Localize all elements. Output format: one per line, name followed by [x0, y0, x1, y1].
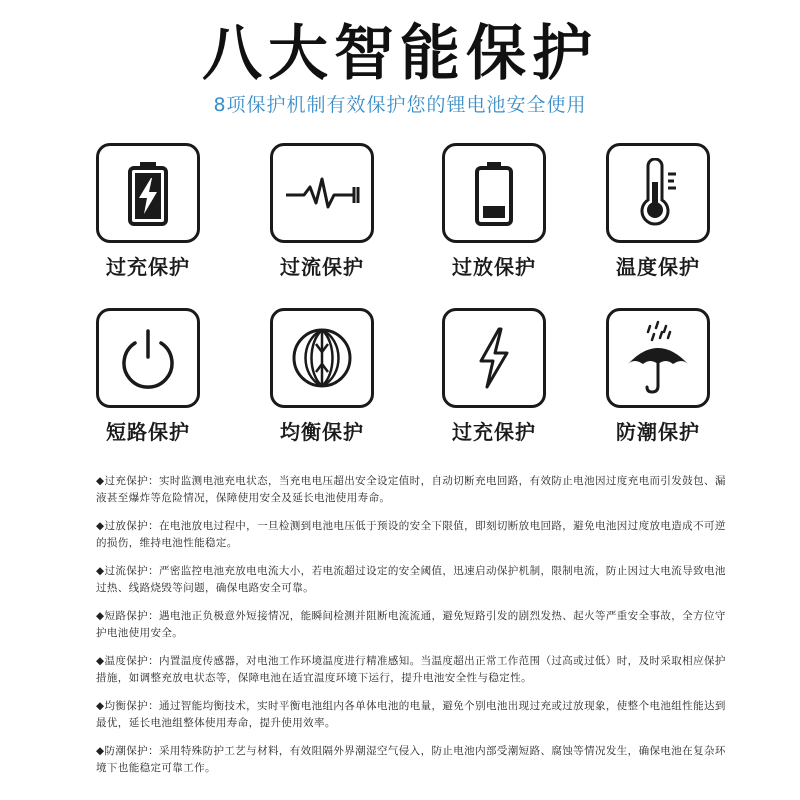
protection-label: 过充保护 [106, 255, 190, 279]
protection-card-temperature [606, 143, 710, 279]
protection-card-balance [270, 308, 374, 444]
protection-card-overcharge [96, 143, 200, 279]
description-item: ◆防潮保护：采用特殊防护工艺与材料，有效阻隔外界潮湿空气侵入，防止电池内部受潮短路、腐蚀等情况发生，确保电池在复杂环境下也能稳定可靠工作。 [96, 745, 726, 774]
protection-label: 温度保护 [616, 255, 700, 279]
charging-battery-icon [96, 143, 200, 243]
balance-sphere-icon [270, 308, 374, 408]
protection-label: 均衡保护 [280, 420, 364, 444]
description-item: ◆过充保护：实时监测电池充电状态，当充电电压超出安全设定值时，自动切断充电回路，有效防止电池因过度充电而引发鼓包、漏液甚至爆炸等危险情况，保障使用安全及延长电池使用寿命。 [96, 475, 726, 504]
umbrella-rain-icon [606, 308, 710, 408]
protection-label: 过流保护 [280, 255, 364, 279]
protection-card-overdischarge [442, 143, 546, 279]
protection-card-overcurrent [270, 143, 374, 279]
pulse-wave-icon [270, 143, 374, 243]
thermometer-icon [606, 143, 710, 243]
protection-label: 过充保护 [452, 420, 536, 444]
protection-card-moisture [606, 308, 710, 444]
protection-card-short-circuit [96, 308, 200, 444]
description-item: ◆短路保护：遇电池正负极意外短接情况，能瞬间检测并阻断电流流通，避免短路引发的剧烈发热、起火等严重安全事故，全方位守护电池使用安全。 [96, 610, 726, 639]
description-item: ◆均衡保护：通过智能均衡技术，实时平衡电池组内各单体电池的电量，避免个别电池出现过充或过放现象，使整个电池组性能达到最优，延长电池组整体使用寿命，提升使用效率。 [96, 700, 726, 729]
description-item: ◆过流保护：严密监控电池充放电电流大小，若电流超过设定的安全阈值，迅速启动保护机制，限制电流，防止因过大电流导致电池过热、线路烧毁等问题，确保电路安全可靠。 [96, 565, 726, 594]
protection-card-overcharge-2 [442, 308, 546, 444]
page-subtitle: 8项保护机制有效保护您的锂电池安全使用 [213, 94, 587, 116]
protection-label: 过放保护 [452, 255, 536, 279]
protection-label: 短路保护 [106, 420, 190, 444]
description-item: ◆过放保护：在电池放电过程中，一旦检测到电池电压低于预设的安全下限值，即刻切断放电回路，避免电池因过度放电造成不可逆的损伤，维持电池性能稳定。 [96, 520, 726, 549]
description-item: ◆温度保护：内置温度传感器，对电池工作环境温度进行精准感知。当温度超出正常工作范围（过高或过低）时，及时采取相应保护措施，如调整充放电状态等，保障电池在适宜温度环境下运行，提升电池安全性与稳定性。 [96, 655, 726, 684]
power-icon [96, 308, 200, 408]
description-list [96, 473, 726, 788]
lightning-bolt-icon [442, 308, 546, 408]
page-title: 八大智能保护 [202, 19, 598, 89]
protection-label: 防潮保护 [616, 420, 700, 444]
low-battery-icon [442, 143, 546, 243]
